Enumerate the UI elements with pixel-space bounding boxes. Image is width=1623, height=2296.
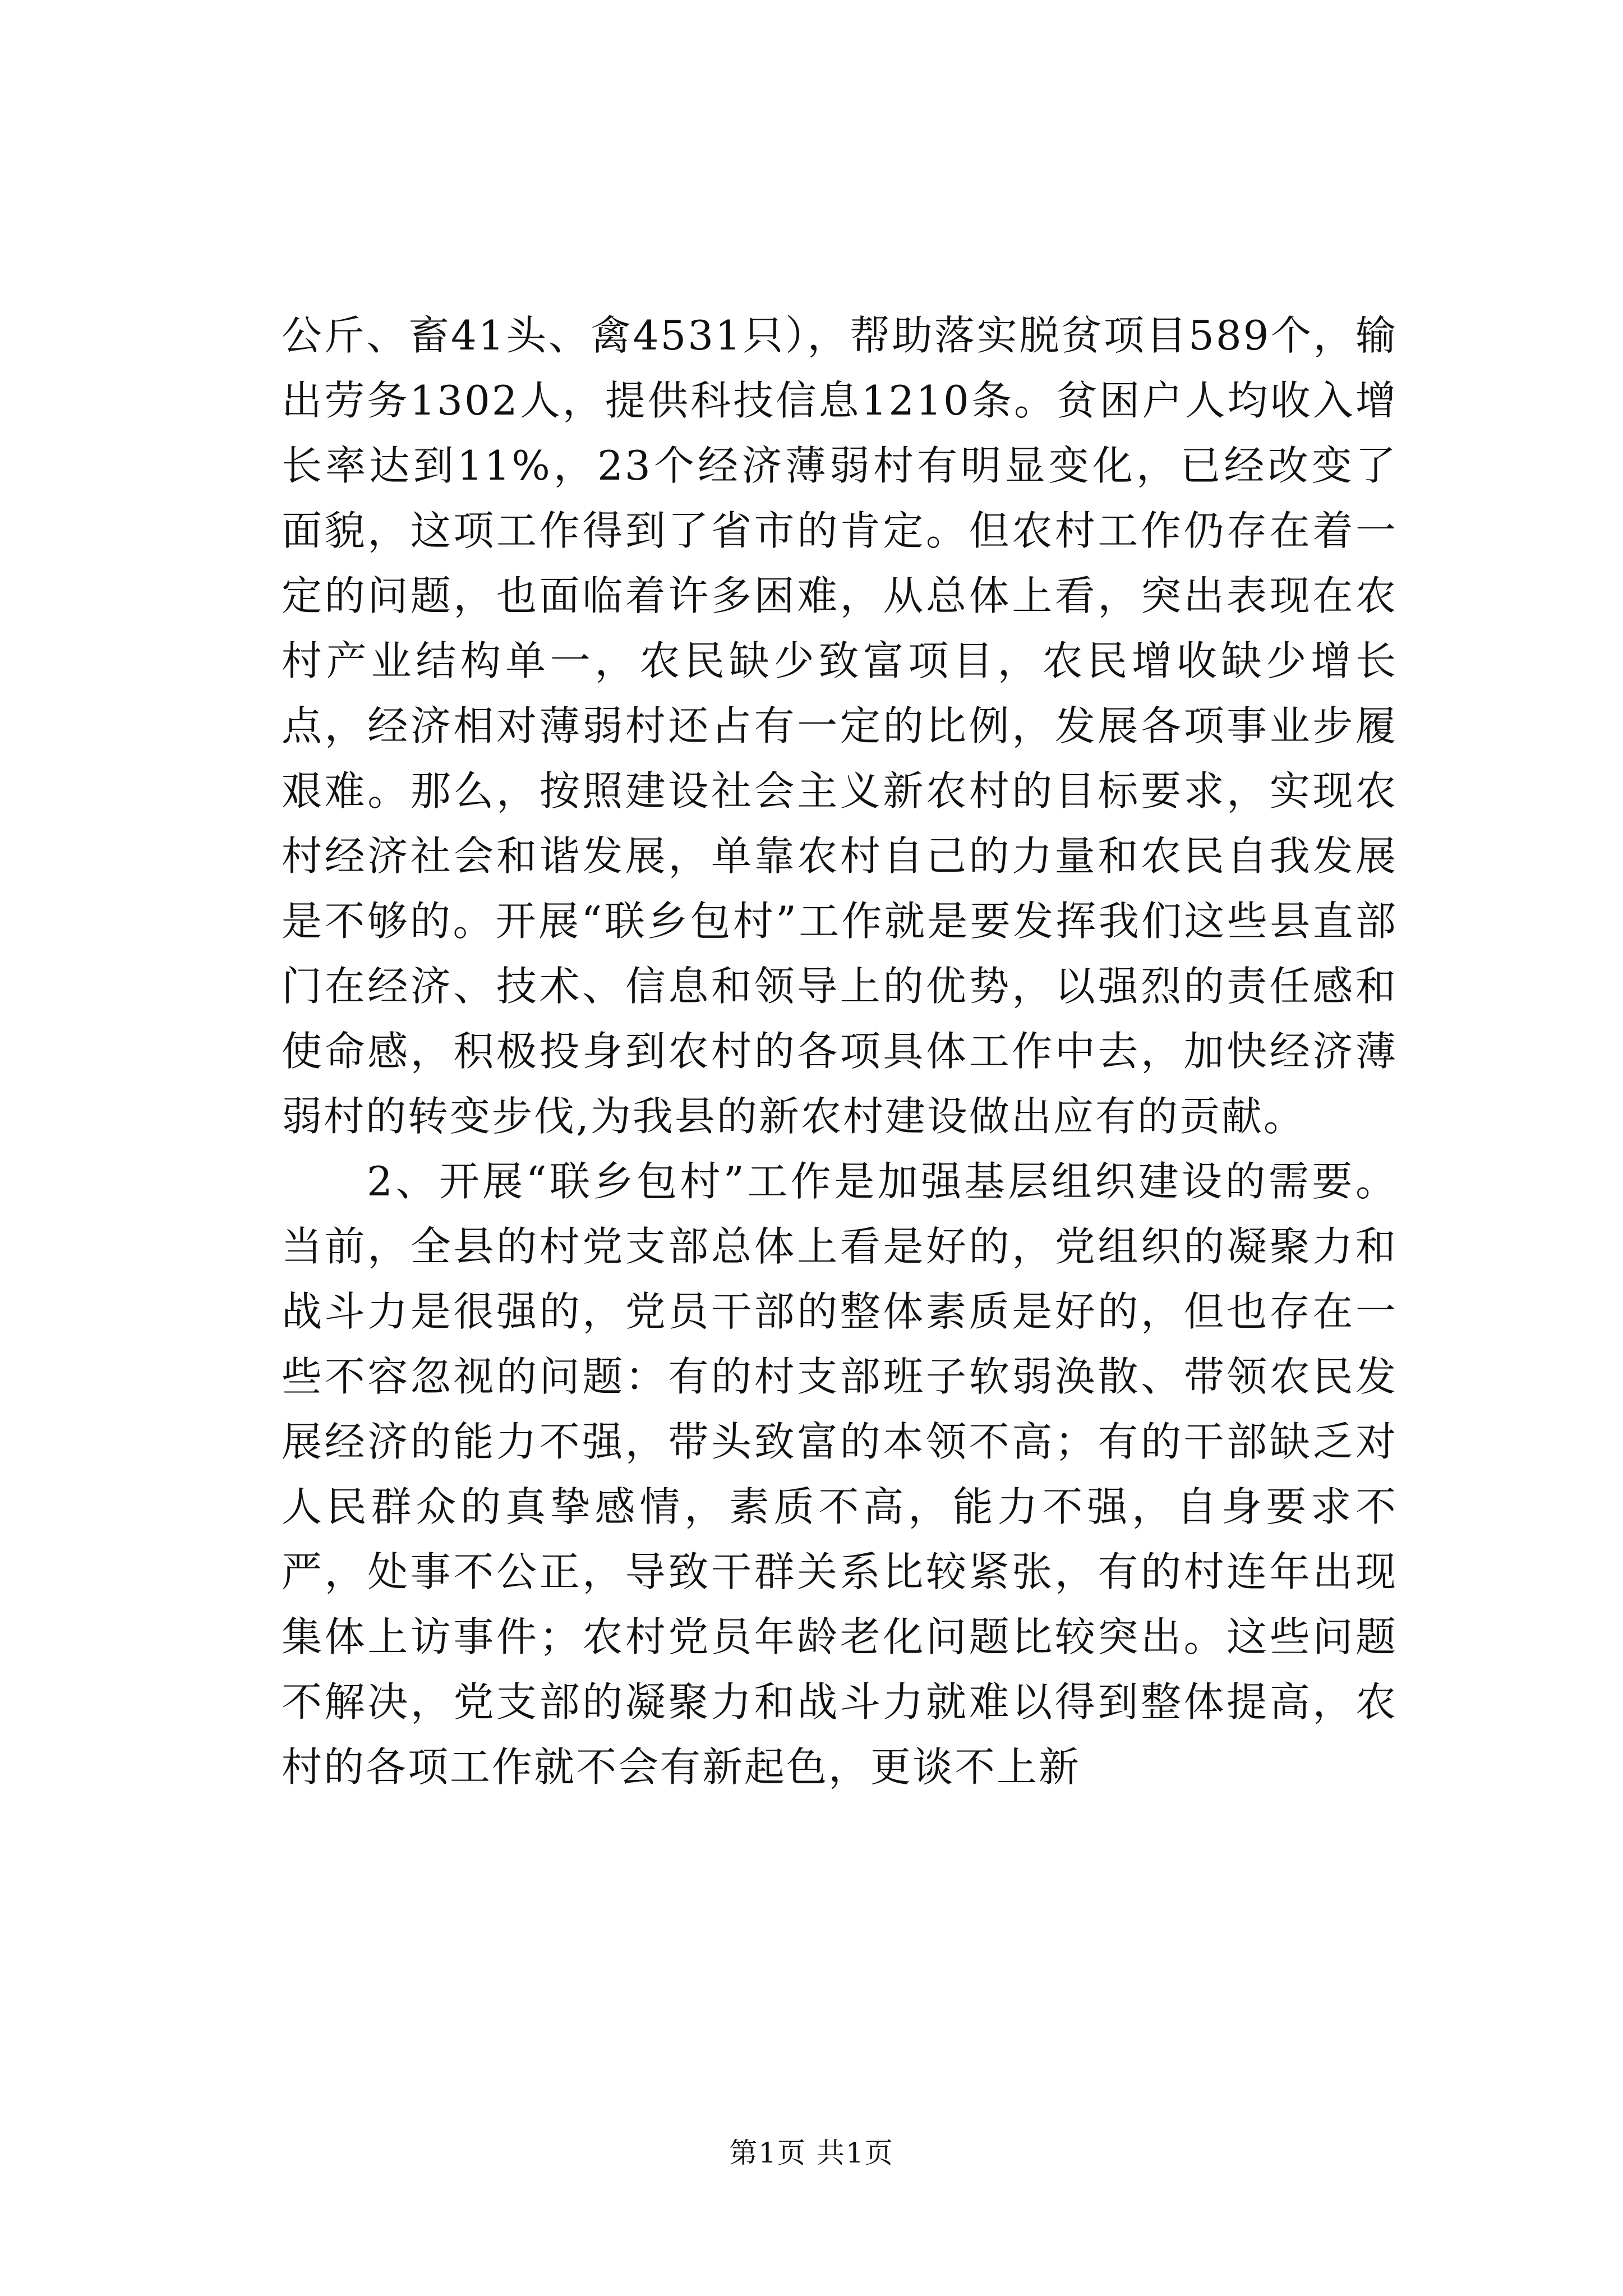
paragraph-2: 2、开展“联乡包村”工作是加强基层组织建设的需要。当前，全县的村党支部总体上看是好的，党组织的凝聚力和战斗力是很强的，党员干部的整体素质是好的，但也存在一些不容忽视的问题：有的村支部班子软弱涣散、带领农民发展经济的能力不强，带头致富的本领不高；有的干部缺乏对人民群众的真挚感情，素质不高，能力不强，自身要求不严，处事不公正，导致干群关系比较紧张，有的村连年出现集体上访事件；农村党员年龄老化问题比较突出。这些问题不解决，党支部的凝聚力和战斗力就难以得到整体提高，农村的各项工作就不会有新起色，更谈不上新 bbox=[282, 1158, 1398, 1791]
document-body bbox=[282, 303, 1398, 1800]
page-footer: 第1页 共1页 bbox=[729, 2137, 894, 2169]
paragraph-1: 公斤、畜41头、禽4531只），帮助落实脱贫项目589个，输出劳务1302人，提供科技信息1210条。贫困户人均收入增长率达到11%，23个经济薄弱村有明显变化，已经改变了面貌，这项工作得到了省市的肯定。但农村工作仍存在着一定的问题，也面临着许多困难，从总体上看，突出表现在农村产业结构单一，农民缺少致富项目，农民增收缺少增长点，经济相对薄弱村还占有一定的比例，发展各项事业步履艰难。那么，按照建设社会主义新农村的目标要求，实现农村经济社会和谐发展，单靠农村自己的力量和农民自我发展是不够的。开展“联乡包村”工作就是要发挥我们这些县直部门在经济、技术、信息和领导上的优势，以强烈的责任感和使命感，积极投身到农村的各项具体工作中去，加快经济薄弱村的转变步伐,为我县的新农村建设做出应有的贡献。 bbox=[282, 312, 1398, 1140]
